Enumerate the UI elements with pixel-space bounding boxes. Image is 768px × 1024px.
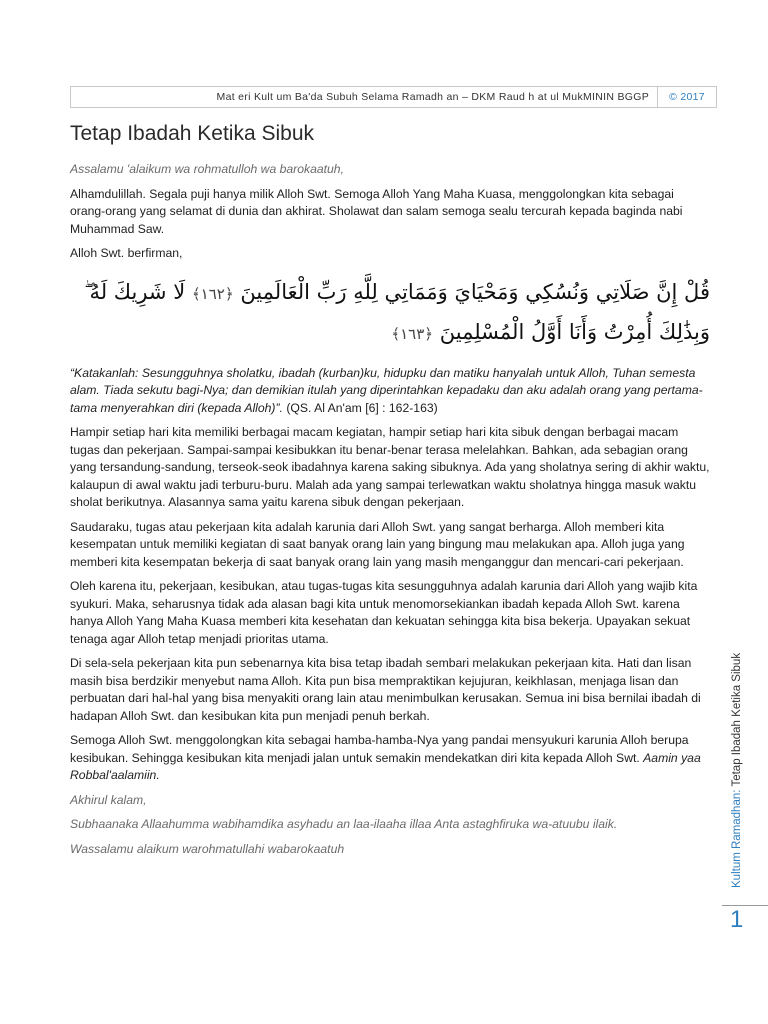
closing-prayer-paragraph bbox=[70, 732, 710, 785]
header-year: © 2017 bbox=[657, 87, 716, 107]
page-title: Tetap Ibadah Ketika Sibuk bbox=[70, 122, 315, 145]
translation-text: “Katakanlah: Sesungguhnya sholatku, ibadah (kurban)ku, hidupku dan matiku hanyalah untuk Alloh, Tuhan semesta alam. Tiada sekutu bagi-Nya; dan demikian itulah yang diperintahkan kepadaku dan aku adalah orang yang pertama-tama menyerahkan diri (kepada Alloh)”. bbox=[70, 365, 703, 415]
article-body bbox=[70, 161, 710, 865]
paragraph-3: Oleh karena itu, pekerjaan, kesibukan, atau tugas-tugas kita sesungguhnya adalah karunia dari Alloh yang wajib kita syukuri. Maka, seharusnya tidak ada alasan bagi kita untuk menomorsekiankan ibadah kepada Alloh Swt. karena hanya Alloh Yang Maha Kuasa memberi kita kesehatan dan kekuatan sehingga kita bisa bekerja. Upayakan sekuat tenaga agar Alloh tetap menjadi prioritas utama. bbox=[70, 579, 698, 646]
opening-paragraph: Alhamdulillah. Segala puji hanya milik Alloh Swt. Semoga Alloh Yang Maha Kuasa, menggolongkan kita sebagai orang-orang yang selamat di dunia dan akhirat. Sholawat dan salam semoga sealu tercurah kepada baginda nabi Muhammad Saw. bbox=[70, 186, 683, 236]
translation-reference: (QS. Al An'am [6] : 162-163) bbox=[286, 400, 438, 415]
akhirul-kalam: Akhirul kalam, bbox=[70, 792, 147, 807]
page-number: 1 bbox=[730, 906, 744, 933]
paragraph-4: Di sela-sela pekerjaan kita pun sebenarnya kita bisa tetap ibadah sembari melakukan pekerjaan kita. Hati dan lisan masih bisa berdzikir menyebut nama Alloh. Kita pun bisa mempraktikan kejujuran, keikhlasan, menjaga lisan dan perbuatan dari hal-hal yang bisa menyakiti orang lain atau menimbulkan kerusakan. Semua ini bisa bernilai ibadah di hadapan Alloh Swt. dan kesibukan kita pun menjadi penuh berkah. bbox=[70, 656, 701, 723]
header-title: Mat eri Kult um Ba'da Subuh Selama Ramadh an – DKM Raud h at ul MukMININ BGGP bbox=[216, 91, 649, 103]
side-label bbox=[731, 653, 743, 888]
verse-number-162: ﴿١٦٢﴾ bbox=[191, 284, 234, 303]
paragraph-1: Hampir setiap hari kita memiliki berbagai macam kegiatan, hampir setiap hari kita sibuk dengan berbagai macam tugas dan pekerjaan. Sampai-sampai kesibukkan itu benar-benar terasa melelahkan. Bahkan, ada sebagian orang yang tersandung-sandung, terseok-seok ibadahnya karena saking sibuknya. Ada yang sholatnya sering di akhir waktu, kalaupun di awal waktu jadi terburu-buru. Malah ada yang sampai terlewatkan waktu sholatnya hingga masuk waktu sholat berikutnya. Alasannya sama yaitu karena sibuk dengan pekerjaan. bbox=[70, 425, 710, 509]
arabic-verse bbox=[70, 273, 710, 353]
side-topic: Tetap Ibadah Ketika Sibuk bbox=[731, 652, 743, 787]
closing-doa: Subhaanaka Allaahumma wabihamdika asyhadu an laa-ilaaha illaa Anta astaghfiruka wa-atuubu ilaik. bbox=[70, 817, 618, 831]
firman-intro: Alloh Swt. berfirman, bbox=[70, 246, 183, 260]
greeting: Assalamu 'alaikum wa rohmatulloh wa barokaatuh, bbox=[70, 162, 344, 176]
page-header bbox=[70, 86, 717, 108]
paragraph-2: Saudaraku, tugas atau pekerjaan kita adalah karunia dari Alloh Swt. yang sangat berharga. Alloh memberi kita kesempatan untuk memiliki kegiatan di saat banyak orang lain yang bingung mau melakukan apa. Alloh juga yang memberi kita kesempatan bekerja di saat banyak orang lain yang masih menganggur dan mencari-cari pekerjaan. bbox=[70, 519, 685, 569]
verse-translation bbox=[70, 365, 710, 418]
closing-salam: Wassalamu alaikum warohmatullahi wabarokaatuh bbox=[70, 841, 345, 856]
closing-amin: Aamin yaa Robbal'aalamiin. bbox=[70, 750, 701, 782]
side-series: Kultum Ramadhan: bbox=[731, 789, 743, 888]
verse-number-163: ﴿١٦٣﴾ bbox=[391, 324, 434, 343]
closing-prayer: Semoga Alloh Swt. menggolongkan kita sebagai hamba-hamba-Nya yang pandai mensyukuri karunia Alloh berupa kesibukan. Sehingga kesibukan kita menjadi jalan untuk semakin mendekatkan diri kita kepada Alloh Swt. bbox=[70, 733, 689, 765]
arabic-line-1: قُلْ إِنَّ صَلَاتِي وَنُسُكِي وَمَحْيَايَ وَمَمَاتِي لِلَّهِ رَبِّ الْعَالَمِينَ bbox=[240, 279, 710, 304]
arabic-line-2: لَا شَرِيكَ لَهُ ۖ وَبِذَٰلِكَ أُمِرْتُ وَأَنَا أَوَّلُ الْمُسْلِمِينَ bbox=[84, 279, 710, 344]
side-divider bbox=[722, 905, 768, 906]
